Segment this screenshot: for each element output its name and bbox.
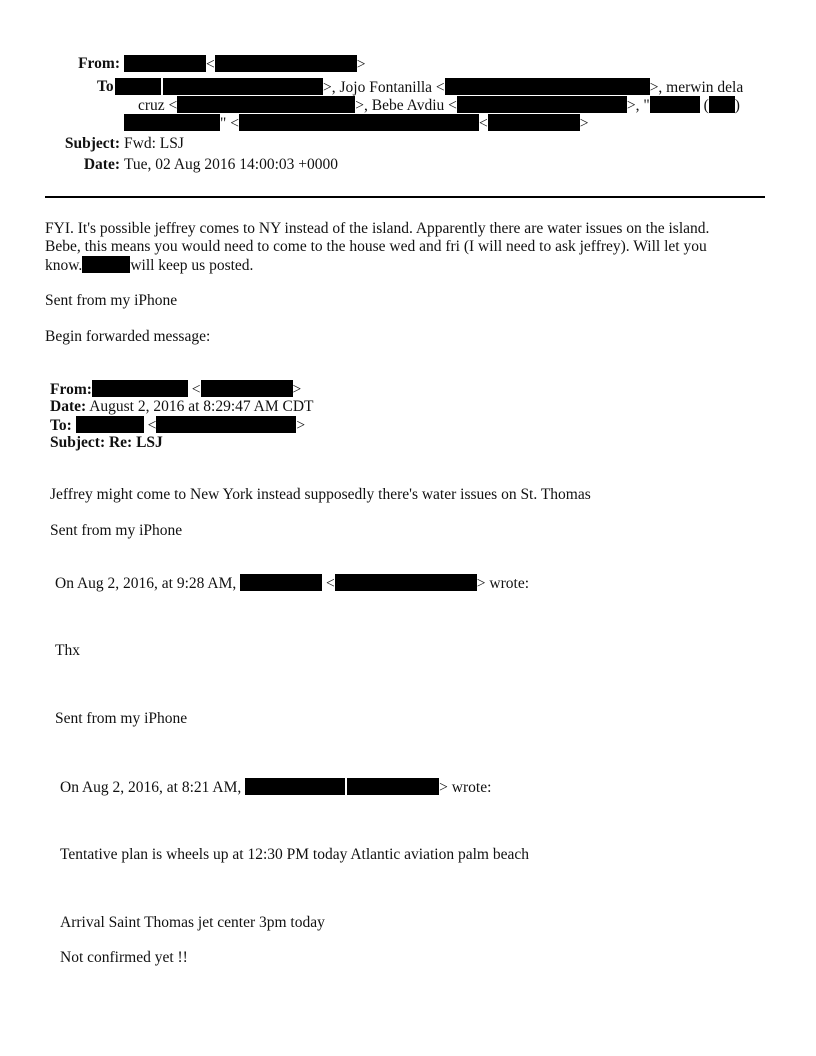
to-line-3: " < < > xyxy=(124,114,588,133)
redaction-block xyxy=(163,78,323,95)
sent-from-1: Sent from my iPhone xyxy=(45,292,178,309)
to-label: To xyxy=(97,78,114,95)
body-line-3: know. will keep us posted. xyxy=(45,257,254,274)
fwd-date-line: Date: August 2, 2016 at 8:29:47 AM CDT xyxy=(50,398,314,415)
redaction-block xyxy=(215,55,357,72)
redaction-block xyxy=(240,574,322,591)
quote1-intro: On Aug 2, 2016, at 9:28 AM, < > wrote: xyxy=(55,575,530,592)
from-value: < > xyxy=(124,55,366,74)
redaction-block xyxy=(239,114,479,131)
date-value: Tue, 02 Aug 2016 14:00:03 +0000 xyxy=(124,156,338,173)
begin-forwarded: Begin forwarded message: xyxy=(45,328,211,345)
fwd-message: Jeffrey might come to New York instead supposedly there's water issues on St. Thomas xyxy=(50,486,591,503)
redaction-block xyxy=(709,96,735,113)
to-line-2: cruz < >, Bebe Avdiu < >, " ( ) xyxy=(138,97,740,114)
to-line-1: >, Jojo Fontanilla < >, merwin dela xyxy=(115,78,743,97)
quote2-line-1: Tentative plan is wheels up at 12:30 PM today Atlantic aviation palm beach xyxy=(60,846,529,863)
redaction-block xyxy=(92,380,188,397)
fwd-from-line: From: < > xyxy=(50,381,302,398)
redaction-block xyxy=(445,78,650,95)
body-line-1: FYI. It's possible jeffrey comes to NY instead of the island. Apparently there are water issues on the island. xyxy=(45,220,710,237)
header-divider xyxy=(45,196,765,198)
redaction-block xyxy=(650,96,700,113)
quote2-line-2: Arrival Saint Thomas jet center 3pm today xyxy=(60,914,325,931)
redaction-block xyxy=(156,416,296,433)
redaction-block xyxy=(124,114,220,131)
sent-from-3: Sent from my iPhone xyxy=(55,710,188,727)
fwd-subject-line: Subject: Re: LSJ xyxy=(50,434,163,451)
redaction-block xyxy=(76,416,144,433)
redaction-block xyxy=(115,78,161,95)
date-label: Date: xyxy=(83,156,120,173)
redaction-block xyxy=(457,96,627,113)
fwd-to-line: To: < > xyxy=(50,417,306,434)
quote2-line-3: Not confirmed yet !! xyxy=(60,949,188,966)
sent-from-2: Sent from my iPhone xyxy=(50,522,183,539)
redaction-block xyxy=(201,380,293,397)
subject-value: Fwd: LSJ xyxy=(124,135,184,152)
redaction-block xyxy=(177,96,355,113)
redaction-block xyxy=(347,778,439,795)
quote2-intro: On Aug 2, 2016, at 8:21 AM, > wrote: xyxy=(60,779,492,796)
from-label: From: xyxy=(78,55,120,72)
subject-label: Subject: xyxy=(64,135,120,152)
redaction-block xyxy=(82,256,130,273)
quote1-message: Thx xyxy=(55,642,80,659)
redaction-block xyxy=(335,574,477,591)
redaction-block xyxy=(245,778,345,795)
redaction-block xyxy=(124,55,206,72)
redaction-block xyxy=(488,114,580,131)
body-line-2: Bebe, this means you would need to come to the house wed and fri (I will need to ask jeffrey). Will let you xyxy=(45,238,707,255)
